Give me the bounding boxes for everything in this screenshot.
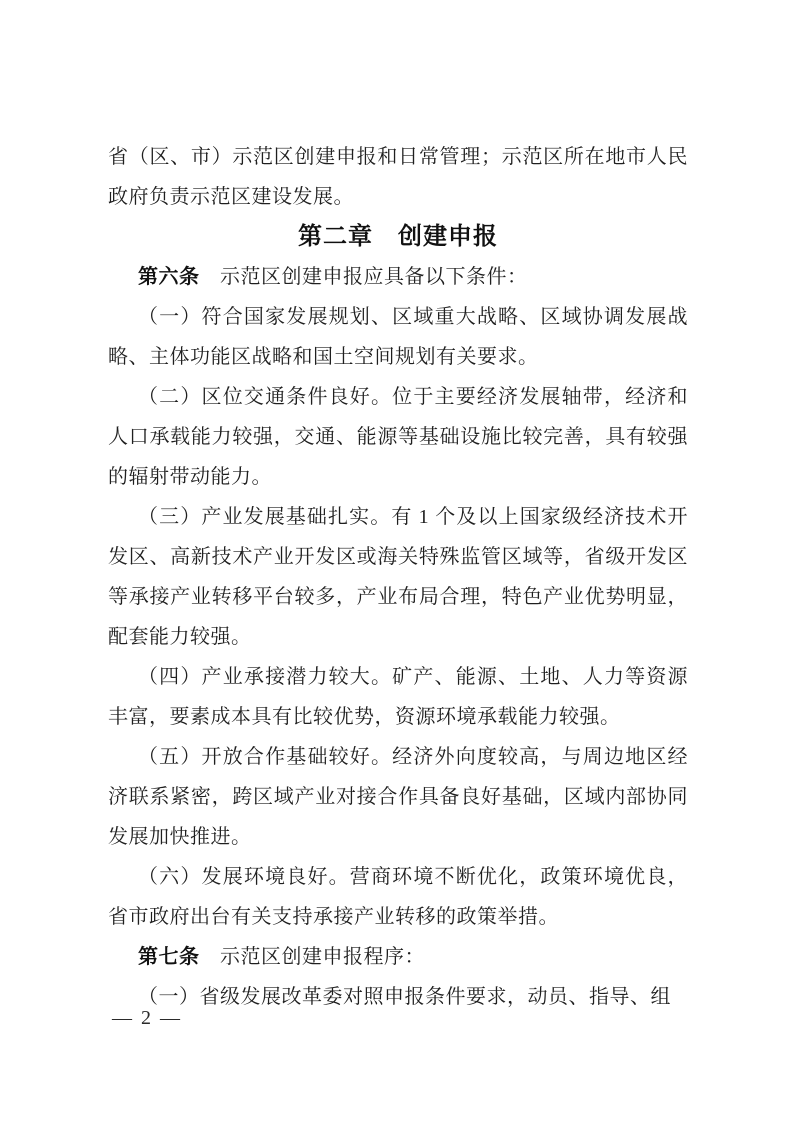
document-body <box>108 137 688 1017</box>
chapter-heading: 第二章 创建申报 <box>298 223 498 250</box>
condition-item-1: （一）符合国家发展规划、区域重大战略、区域协调发展战略、主体功能区战略和国土空间规划有关要求。 <box>108 306 688 368</box>
condition-item-2: （二）区位交通条件良好。位于主要经济发展轴带，经济和人口承载能力较强，交通、能源等基础设施比较完善，具有较强的辐射带动能力。 <box>108 386 688 488</box>
article-7-paragraph <box>108 937 688 977</box>
condition-item-3: （三）产业发展基础扎实。有 1 个及以上国家级经济技术开发区、高新技术产业开发区或海关特殊监管区域等，省级开发区等承接产业转移平台较多，产业布局合理，特色产业优势明显，配套能力较强。 <box>108 506 688 648</box>
article-7-text: 示范区创建申报程序： <box>199 946 425 968</box>
intro-continuation-paragraph: 省（区、市）示范区创建申报和日常管理；示范区所在地市人民政府负责示范区建设发展。 <box>108 146 688 208</box>
page-number: — 2 — <box>112 1007 182 1029</box>
article-7-label: 第七条 <box>138 946 200 968</box>
condition-item-4: （四）产业承接潜力较大。矿产、能源、土地、人力等资源丰富，要素成本具有比较优势，资源环境承载能力较强。 <box>108 666 688 728</box>
condition-item-5: （五）开放合作基础较好。经济外向度较高，与周边地区经济联系紧密，跨区域产业对接合作具备良好基础，区域内部协同发展加快推进。 <box>108 746 688 848</box>
article-6-paragraph <box>108 257 688 297</box>
condition-item-6: （六）发展环境良好。营商环境不断优化，政策环境优良，省市政府出台有关支持承接产业转移的政策举措。 <box>108 866 688 928</box>
article-6-text: 示范区创建申报应具备以下条件： <box>199 266 528 288</box>
procedure-item-1: （一）省级发展改革委对照申报条件要求，动员、指导、组 <box>138 986 671 1008</box>
article-6-label: 第六条 <box>138 266 200 288</box>
